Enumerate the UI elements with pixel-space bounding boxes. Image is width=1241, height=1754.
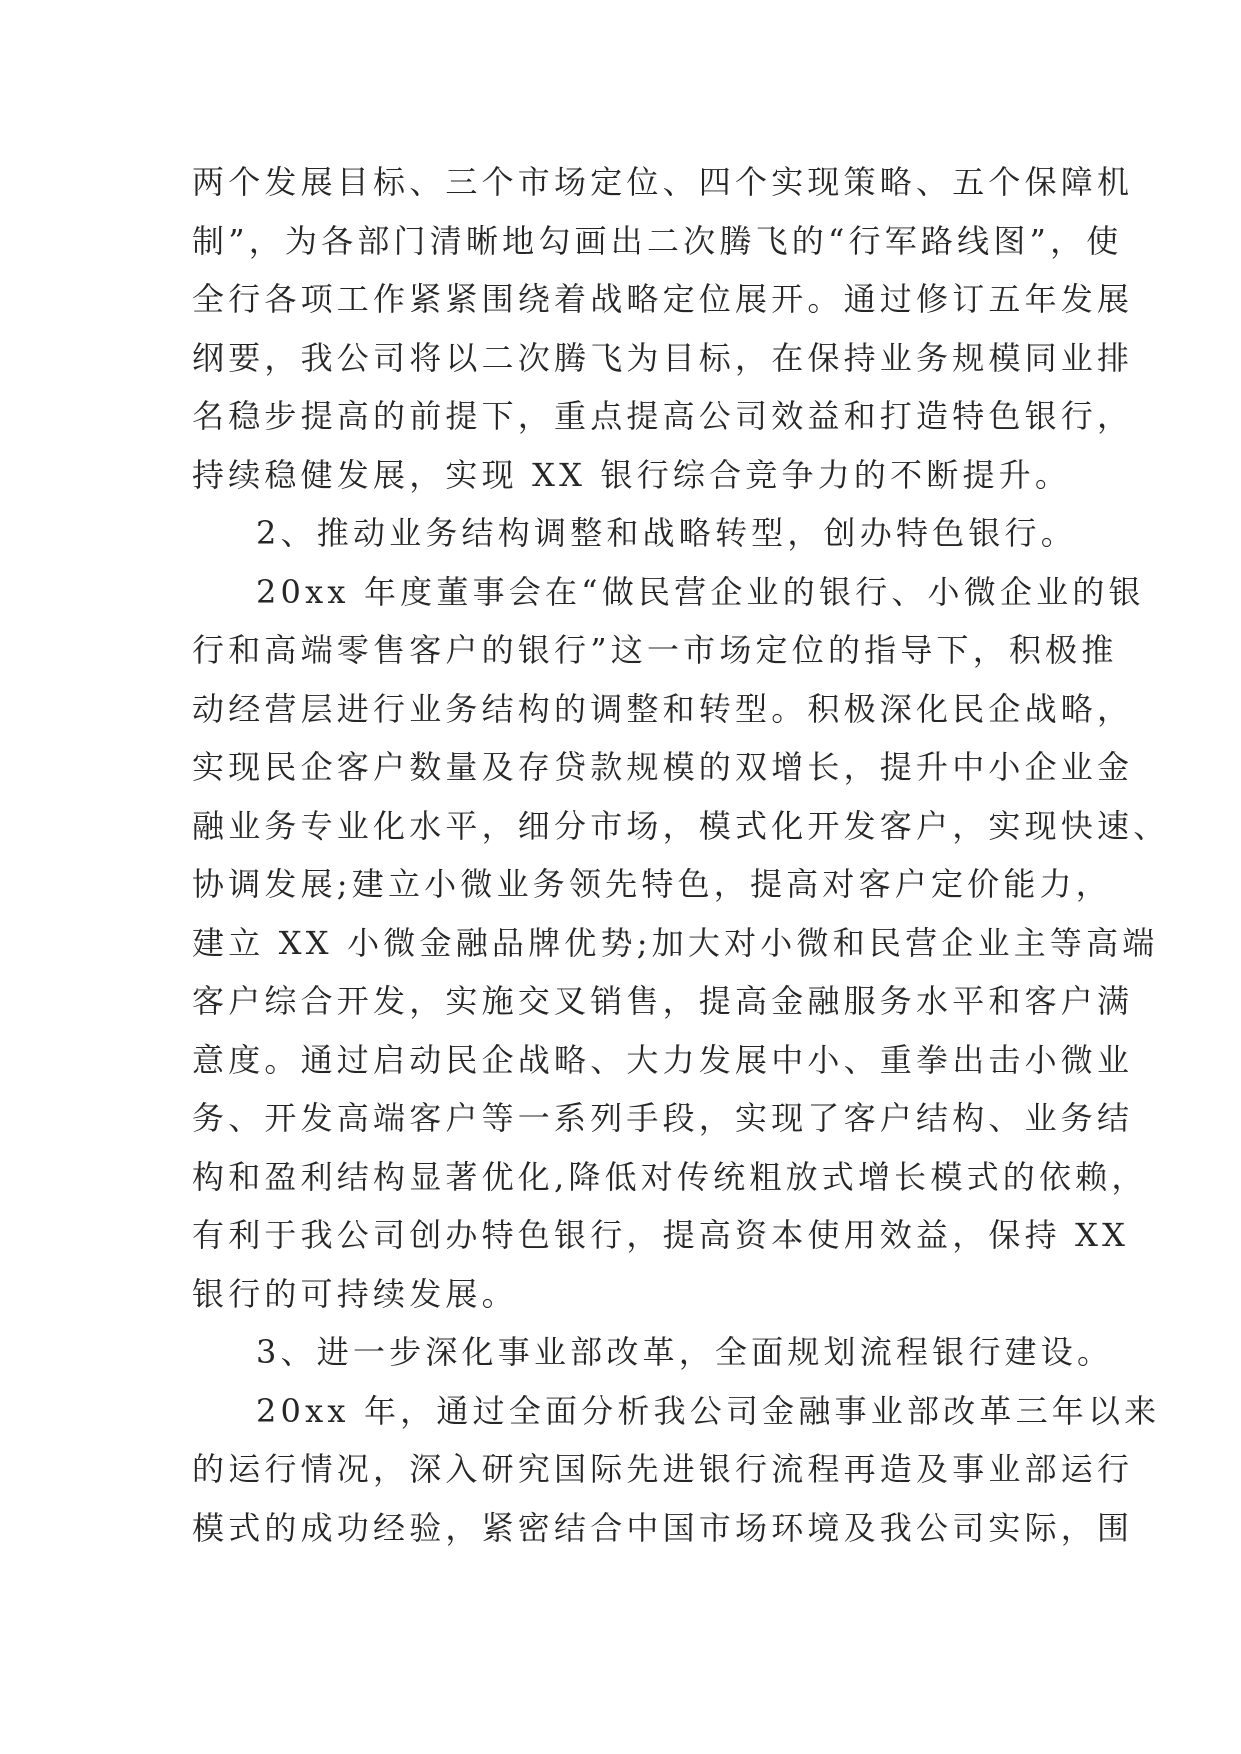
text-line: 纲要，我公司将以二次腾飞为目标，在保持业务规模同业排 — [192, 338, 1134, 377]
text-line: 银行的可持续发展。 — [192, 1274, 518, 1313]
text-line: 两个发展目标、三个市场定位、四个实现策略、五个保障机 — [192, 163, 1134, 201]
text-line: 行和高端零售客户的银行”这一市场定位的指导下，积极推 — [192, 631, 1118, 669]
text-line: 的运行情况，深入研究国际先进银行流程再造及事业部运行 — [192, 1450, 1134, 1488]
text-line: 名稳步提高的前提下，重点提高公司效益和打造特色银行， — [192, 397, 1134, 435]
text-line: 融业务专业化水平，细分市场，模式化开发客户，实现快速、 — [192, 806, 1170, 845]
text-line: 20xx 年度董事会在“做民营企业的银行、小微企业的银 — [256, 572, 1145, 611]
section-heading: 3、进一步深化事业部改革，全面规划流程银行建设。 — [256, 1333, 1114, 1371]
document-body — [192, 153, 1170, 1557]
text-line: 务、开发高端客户等一系列手段，实现了客户结构、业务结 — [192, 1099, 1134, 1137]
text-line: 建立 XX 小微金融品牌优势;加大对小微和民营企业主等高端 — [192, 923, 1159, 962]
text-line: 客户综合开发，实施交叉销售，提高金融服务水平和客户满 — [192, 982, 1134, 1020]
text-line: 协调发展;建立小微业务领先特色，提高对客户定价能力， — [192, 865, 1112, 903]
text-line: 有利于我公司创办特色银行，提高资本使用效益，保持 XX — [192, 1216, 1130, 1254]
text-line: 全行各项工作紧紧围绕着战略定位展开。通过修订五年发展 — [192, 280, 1134, 318]
text-line: 持续稳健发展，实现 XX 银行综合竞争力的不断提升。 — [192, 455, 1072, 494]
section-heading: 2、推动业务结构调整和战略转型，创办特色银行。 — [256, 514, 1077, 552]
text-line: 20xx 年，通过全面分析我公司金融事业部改革三年以来 — [256, 1391, 1161, 1430]
text-line: 动经营层进行业务结构的调整和转型。积极深化民企战略， — [192, 689, 1134, 728]
text-line: 意度。通过启动民企战略、大力发展中小、重拳出击小微业 — [192, 1040, 1134, 1079]
text-line: 构和盈利结构显著优化,降低对传统粗放式增长模式的依赖， — [192, 1157, 1148, 1196]
text-line: 制”，为各部门清晰地勾画出二次腾飞的“行军路线图”，使 — [192, 221, 1123, 260]
text-line: 实现民企客户数量及存贷款规模的双增长，提升中小企业金 — [192, 748, 1134, 786]
text-line: 模式的成功经验，紧密结合中国市场环境及我公司实际，围 — [192, 1508, 1134, 1547]
